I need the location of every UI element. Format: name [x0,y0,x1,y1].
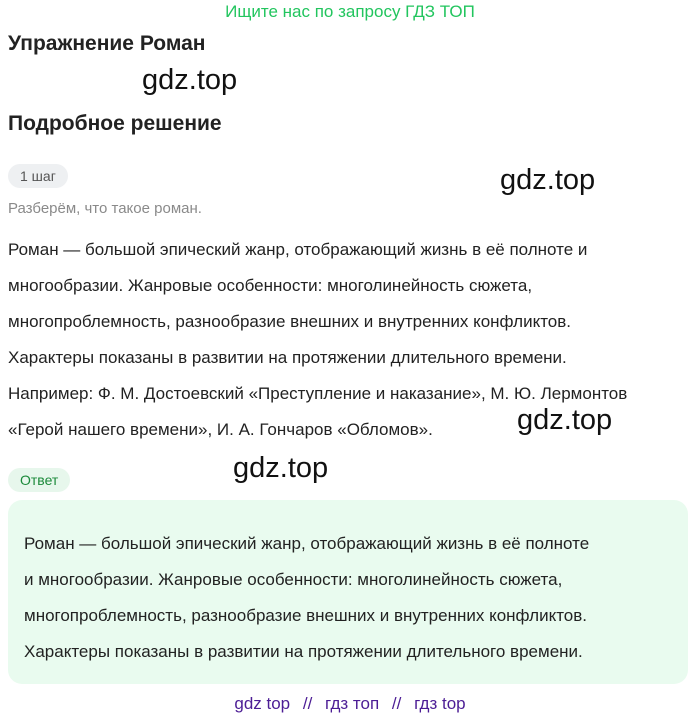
answer-line: и многообразии. Жанровые особенности: многолинейность сюжета, [24,570,563,589]
step-badge: 1 шаг [8,164,68,188]
solution-line: многообразии. Жанровые особенности: многолинейность сюжета, [8,276,533,295]
page-title: Упражнение Роман [8,32,206,55]
answer-line: многопроблемность, разнообразие внешних и внутренних конфликтов. [24,606,588,625]
watermark: gdz.top [500,164,596,196]
footer-separator: // [391,694,402,713]
solution-line: Роман — большой эпический жанр, отображающий жизнь в её полноте и [8,240,588,259]
solution-line: Характеры показаны в развитии на протяжении длительного времени. [8,348,567,367]
solution-line: Например: Ф. М. Достоевский «Преступление и наказание», М. Ю. Лермонтов [8,384,628,403]
answer-badge: Ответ [8,468,70,492]
watermark: gdz.top [142,64,238,96]
answer-line: Характеры показаны в развитии на протяжении длительного времени. [24,642,583,661]
solution-line: «Герой нашего времени», И. А. Гончаров «Обломов». [8,420,433,439]
solution-line: многопроблемность, разнообразие внешних и внутренних конфликтов. [8,312,572,331]
answer-line: Роман — большой эпический жанр, отображающий жизнь в её полноте [24,534,590,553]
intro-text: Разберём, что такое роман. [8,200,202,217]
footer-link[interactable]: гдз top [414,694,466,713]
footer-separator: // [302,694,313,713]
footer-link[interactable]: gdz top [234,694,291,713]
watermark: gdz.top [517,404,613,436]
section-title: Подробное решение [8,112,222,135]
watermark: gdz.top [233,452,329,484]
search-banner: Ищите нас по запросу ГДЗ ТОП [225,2,475,21]
footer-links [0,694,700,714]
footer-link[interactable]: гдз топ [325,694,380,713]
answer-text [24,526,684,670]
